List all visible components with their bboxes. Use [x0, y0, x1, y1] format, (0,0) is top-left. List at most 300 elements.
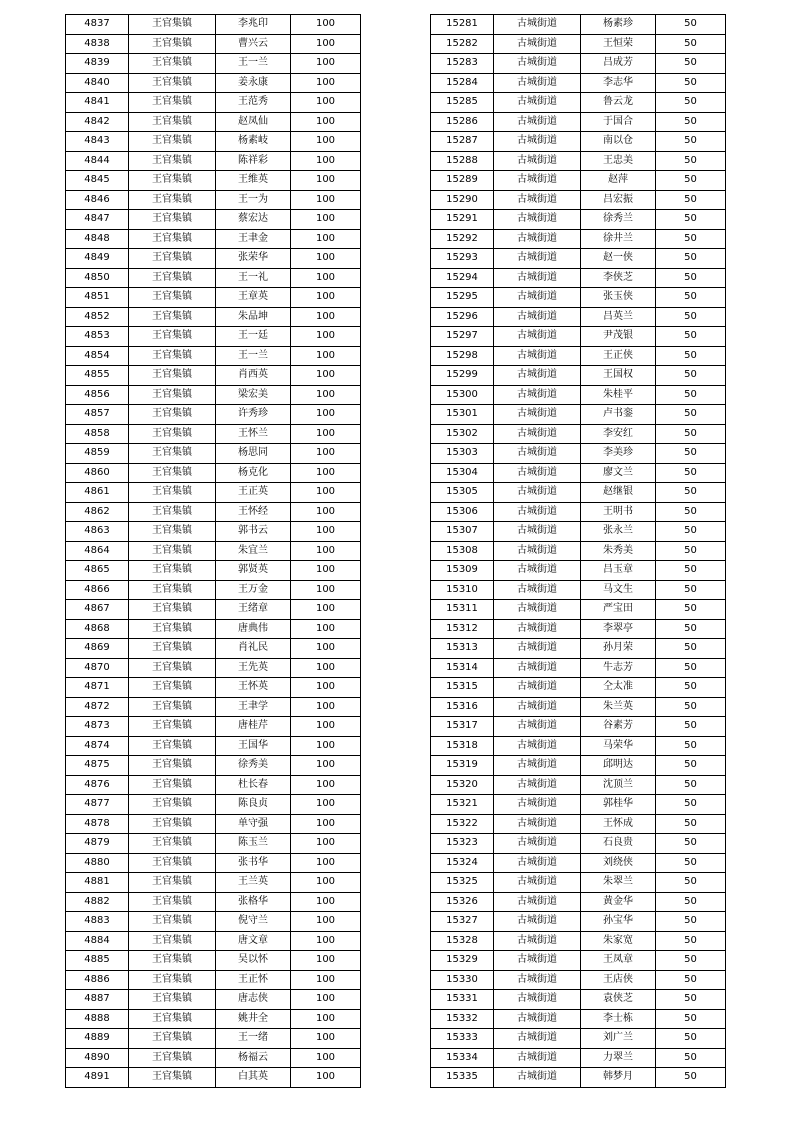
district-cell: 古城街道 [494, 717, 581, 737]
name-cell: 张格华 [216, 892, 291, 912]
amount-cell: 100 [291, 502, 361, 522]
district-cell: 王官集镇 [129, 736, 216, 756]
table-row [66, 444, 361, 464]
table-row [431, 600, 726, 620]
name-cell: 朱宜兰 [216, 541, 291, 561]
table-body [66, 15, 361, 1088]
name-cell: 王恒荣 [581, 34, 656, 54]
amount-cell: 100 [291, 639, 361, 659]
table-row [66, 93, 361, 113]
name-cell: 王正怀 [216, 970, 291, 990]
amount-cell: 50 [656, 853, 726, 873]
amount-cell: 50 [656, 1029, 726, 1049]
table-row [431, 1009, 726, 1029]
amount-cell: 50 [656, 873, 726, 893]
district-cell: 王官集镇 [129, 210, 216, 230]
district-cell: 古城街道 [494, 639, 581, 659]
name-cell: 石良贵 [581, 834, 656, 854]
serial-number-cell: 15327 [431, 912, 494, 932]
serial-number-cell: 15300 [431, 385, 494, 405]
table-row [431, 1029, 726, 1049]
name-cell: 吴以怀 [216, 951, 291, 971]
name-cell: 王国华 [216, 736, 291, 756]
table-row [431, 814, 726, 834]
table-row [66, 424, 361, 444]
district-cell: 王官集镇 [129, 483, 216, 503]
district-cell: 王官集镇 [129, 561, 216, 581]
district-cell: 王官集镇 [129, 541, 216, 561]
table-row [431, 970, 726, 990]
table-row [431, 73, 726, 93]
district-cell: 古城街道 [494, 522, 581, 542]
name-cell: 卢书銮 [581, 405, 656, 425]
amount-cell: 100 [291, 15, 361, 35]
name-cell: 王兰英 [216, 873, 291, 893]
serial-number-cell: 15321 [431, 795, 494, 815]
amount-cell: 50 [656, 678, 726, 698]
amount-cell: 100 [291, 678, 361, 698]
serial-number-cell: 4853 [66, 327, 129, 347]
district-cell: 古城街道 [494, 307, 581, 327]
table-row [431, 405, 726, 425]
name-cell: 朱家宽 [581, 931, 656, 951]
table-row [66, 405, 361, 425]
serial-number-cell: 4842 [66, 112, 129, 132]
amount-cell: 50 [656, 814, 726, 834]
district-cell: 王官集镇 [129, 1068, 216, 1088]
district-cell: 王官集镇 [129, 522, 216, 542]
amount-cell: 50 [656, 34, 726, 54]
amount-cell: 50 [656, 1048, 726, 1068]
serial-number-cell: 15290 [431, 190, 494, 210]
serial-number-cell: 4844 [66, 151, 129, 171]
serial-number-cell: 15284 [431, 73, 494, 93]
district-cell: 古城街道 [494, 112, 581, 132]
table-row [431, 327, 726, 347]
name-cell: 郭书云 [216, 522, 291, 542]
serial-number-cell: 4882 [66, 892, 129, 912]
district-cell: 古城街道 [494, 736, 581, 756]
table-row [431, 151, 726, 171]
amount-cell: 50 [656, 639, 726, 659]
name-cell: 王怀成 [581, 814, 656, 834]
amount-cell: 50 [656, 385, 726, 405]
serial-number-cell: 15301 [431, 405, 494, 425]
serial-number-cell: 4868 [66, 619, 129, 639]
table-row [66, 912, 361, 932]
table-row [431, 541, 726, 561]
table-row [431, 619, 726, 639]
serial-number-cell: 15289 [431, 171, 494, 191]
table-row [431, 756, 726, 776]
amount-cell: 100 [291, 834, 361, 854]
district-cell: 王官集镇 [129, 639, 216, 659]
table-row [431, 385, 726, 405]
district-cell: 古城街道 [494, 775, 581, 795]
table-row [66, 366, 361, 386]
name-cell: 王范秀 [216, 93, 291, 113]
table-row [66, 522, 361, 542]
table-row [66, 951, 361, 971]
serial-number-cell: 4860 [66, 463, 129, 483]
district-cell: 王官集镇 [129, 795, 216, 815]
amount-cell: 100 [291, 717, 361, 737]
name-cell: 杨思同 [216, 444, 291, 464]
amount-cell: 100 [291, 522, 361, 542]
amount-cell: 100 [291, 112, 361, 132]
name-cell: 王正英 [216, 483, 291, 503]
amount-cell: 50 [656, 502, 726, 522]
district-cell: 王官集镇 [129, 366, 216, 386]
name-cell: 王一为 [216, 190, 291, 210]
name-cell: 杨福云 [216, 1048, 291, 1068]
table-row [431, 249, 726, 269]
table-row [431, 268, 726, 288]
district-cell: 王官集镇 [129, 15, 216, 35]
serial-number-cell: 4872 [66, 697, 129, 717]
district-cell: 古城街道 [494, 483, 581, 503]
name-cell: 韩梦月 [581, 1068, 656, 1088]
district-cell: 古城街道 [494, 73, 581, 93]
district-cell: 王官集镇 [129, 385, 216, 405]
table-row [66, 171, 361, 191]
amount-cell: 100 [291, 795, 361, 815]
serial-number-cell: 15312 [431, 619, 494, 639]
name-cell: 王明书 [581, 502, 656, 522]
amount-cell: 100 [291, 1029, 361, 1049]
serial-number-cell: 4891 [66, 1068, 129, 1088]
district-cell: 古城街道 [494, 1029, 581, 1049]
serial-number-cell: 15285 [431, 93, 494, 113]
table-row [66, 502, 361, 522]
table-row [431, 892, 726, 912]
serial-number-cell: 4884 [66, 931, 129, 951]
name-cell: 王怀经 [216, 502, 291, 522]
district-cell: 王官集镇 [129, 775, 216, 795]
serial-number-cell: 15322 [431, 814, 494, 834]
name-cell: 朱品坤 [216, 307, 291, 327]
serial-number-cell: 15334 [431, 1048, 494, 1068]
table-row [66, 814, 361, 834]
serial-number-cell: 4854 [66, 346, 129, 366]
name-cell: 曹兴云 [216, 34, 291, 54]
table-row [66, 775, 361, 795]
table-row [66, 151, 361, 171]
amount-cell: 50 [656, 327, 726, 347]
amount-cell: 100 [291, 483, 361, 503]
name-cell: 吕成芳 [581, 54, 656, 74]
district-cell: 王官集镇 [129, 444, 216, 464]
table-row [66, 483, 361, 503]
name-cell: 徐秀美 [216, 756, 291, 776]
name-cell: 王一廷 [216, 327, 291, 347]
amount-cell: 50 [656, 249, 726, 269]
name-cell: 孙月荣 [581, 639, 656, 659]
amount-cell: 50 [656, 54, 726, 74]
name-cell: 力翠兰 [581, 1048, 656, 1068]
serial-number-cell: 15298 [431, 346, 494, 366]
amount-cell: 100 [291, 873, 361, 893]
serial-number-cell: 4873 [66, 717, 129, 737]
amount-cell: 50 [656, 366, 726, 386]
table-row [66, 15, 361, 35]
district-cell: 古城街道 [494, 951, 581, 971]
table-row [66, 873, 361, 893]
district-cell: 古城街道 [494, 502, 581, 522]
district-cell: 王官集镇 [129, 600, 216, 620]
district-cell: 王官集镇 [129, 678, 216, 698]
serial-number-cell: 4856 [66, 385, 129, 405]
district-cell: 王官集镇 [129, 1029, 216, 1049]
serial-number-cell: 15303 [431, 444, 494, 464]
serial-number-cell: 4847 [66, 210, 129, 230]
district-cell: 王官集镇 [129, 873, 216, 893]
serial-number-cell: 4862 [66, 502, 129, 522]
serial-number-cell: 4837 [66, 15, 129, 35]
serial-number-cell: 15313 [431, 639, 494, 659]
table-row [431, 1048, 726, 1068]
district-cell: 王官集镇 [129, 658, 216, 678]
district-cell: 王官集镇 [129, 1048, 216, 1068]
table-row [431, 639, 726, 659]
table-row [431, 561, 726, 581]
name-cell: 刘广兰 [581, 1029, 656, 1049]
name-cell: 孙宝华 [581, 912, 656, 932]
table-row [431, 990, 726, 1010]
amount-cell: 50 [656, 268, 726, 288]
amount-cell: 100 [291, 405, 361, 425]
serial-number-cell: 4885 [66, 951, 129, 971]
district-cell: 王官集镇 [129, 190, 216, 210]
table-row [431, 1068, 726, 1088]
serial-number-cell: 4848 [66, 229, 129, 249]
district-cell: 古城街道 [494, 600, 581, 620]
district-cell: 古城街道 [494, 463, 581, 483]
district-cell: 王官集镇 [129, 171, 216, 191]
serial-number-cell: 15288 [431, 151, 494, 171]
name-cell: 杜长春 [216, 775, 291, 795]
name-cell: 刘绕侠 [581, 853, 656, 873]
name-cell: 仝太准 [581, 678, 656, 698]
district-cell: 王官集镇 [129, 229, 216, 249]
serial-number-cell: 15311 [431, 600, 494, 620]
table-row [66, 1009, 361, 1029]
name-cell: 王店侠 [581, 970, 656, 990]
amount-cell: 50 [656, 951, 726, 971]
district-cell: 王官集镇 [129, 931, 216, 951]
district-cell: 古城街道 [494, 990, 581, 1010]
district-cell: 古城街道 [494, 249, 581, 269]
amount-cell: 50 [656, 970, 726, 990]
district-cell: 王官集镇 [129, 346, 216, 366]
name-cell: 吕玉章 [581, 561, 656, 581]
district-cell: 古城街道 [494, 346, 581, 366]
district-cell: 古城街道 [494, 658, 581, 678]
serial-number-cell: 15292 [431, 229, 494, 249]
serial-number-cell: 4866 [66, 580, 129, 600]
district-cell: 古城街道 [494, 1068, 581, 1088]
table-row [66, 736, 361, 756]
amount-cell: 100 [291, 210, 361, 230]
amount-cell: 100 [291, 931, 361, 951]
district-cell: 古城街道 [494, 34, 581, 54]
name-cell: 邱明达 [581, 756, 656, 776]
amount-cell: 100 [291, 249, 361, 269]
district-cell: 王官集镇 [129, 424, 216, 444]
district-cell: 古城街道 [494, 834, 581, 854]
district-cell: 古城街道 [494, 619, 581, 639]
name-cell: 王一兰 [216, 346, 291, 366]
table-row [66, 990, 361, 1010]
amount-cell: 100 [291, 346, 361, 366]
serial-number-cell: 4845 [66, 171, 129, 191]
amount-cell: 50 [656, 522, 726, 542]
amount-cell: 50 [656, 229, 726, 249]
amount-cell: 100 [291, 600, 361, 620]
amount-cell: 100 [291, 151, 361, 171]
amount-cell: 50 [656, 73, 726, 93]
district-cell: 王官集镇 [129, 288, 216, 308]
table-row [66, 190, 361, 210]
amount-cell: 50 [656, 619, 726, 639]
table-row [66, 600, 361, 620]
district-cell: 王官集镇 [129, 249, 216, 269]
name-cell: 赵一侠 [581, 249, 656, 269]
district-cell: 古城街道 [494, 697, 581, 717]
name-cell: 李兆印 [216, 15, 291, 35]
district-cell: 王官集镇 [129, 307, 216, 327]
table-row [66, 1048, 361, 1068]
serial-number-cell: 4855 [66, 366, 129, 386]
table-row [66, 717, 361, 737]
table-row [431, 190, 726, 210]
district-cell: 古城街道 [494, 795, 581, 815]
serial-number-cell: 15305 [431, 483, 494, 503]
table-row [431, 717, 726, 737]
serial-number-cell: 15315 [431, 678, 494, 698]
serial-number-cell: 4870 [66, 658, 129, 678]
name-cell: 李翠亭 [581, 619, 656, 639]
serial-number-cell: 4858 [66, 424, 129, 444]
district-cell: 古城街道 [494, 912, 581, 932]
district-cell: 古城街道 [494, 1048, 581, 1068]
table-row [431, 54, 726, 74]
amount-cell: 100 [291, 366, 361, 386]
amount-cell: 100 [291, 756, 361, 776]
district-cell: 古城街道 [494, 327, 581, 347]
amount-cell: 100 [291, 34, 361, 54]
amount-cell: 100 [291, 444, 361, 464]
name-cell: 赵萍 [581, 171, 656, 191]
name-cell: 吕英兰 [581, 307, 656, 327]
district-cell: 王官集镇 [129, 717, 216, 737]
table-row [66, 54, 361, 74]
table-row [431, 853, 726, 873]
table-row [431, 346, 726, 366]
serial-number-cell: 15286 [431, 112, 494, 132]
amount-cell: 50 [656, 1068, 726, 1088]
name-cell: 朱秀美 [581, 541, 656, 561]
name-cell: 赵继银 [581, 483, 656, 503]
serial-number-cell: 15282 [431, 34, 494, 54]
amount-cell: 50 [656, 190, 726, 210]
amount-cell: 100 [291, 424, 361, 444]
amount-cell: 100 [291, 775, 361, 795]
amount-cell: 50 [656, 658, 726, 678]
district-cell: 王官集镇 [129, 405, 216, 425]
name-cell: 王维英 [216, 171, 291, 191]
name-cell: 王一绪 [216, 1029, 291, 1049]
table-row [431, 93, 726, 113]
district-cell: 王官集镇 [129, 912, 216, 932]
table-row [431, 171, 726, 191]
amount-cell: 50 [656, 580, 726, 600]
amount-cell: 50 [656, 990, 726, 1010]
serial-number-cell: 4843 [66, 132, 129, 152]
amount-cell: 50 [656, 931, 726, 951]
serial-number-cell: 4851 [66, 288, 129, 308]
name-cell: 唐桂芹 [216, 717, 291, 737]
table-row [431, 912, 726, 932]
amount-cell: 100 [291, 190, 361, 210]
amount-cell: 100 [291, 171, 361, 191]
name-cell: 廖文兰 [581, 463, 656, 483]
name-cell: 王怀英 [216, 678, 291, 698]
amount-cell: 50 [656, 1009, 726, 1029]
district-cell: 王官集镇 [129, 327, 216, 347]
amount-cell: 50 [656, 775, 726, 795]
serial-number-cell: 15295 [431, 288, 494, 308]
district-cell: 王官集镇 [129, 151, 216, 171]
table-row [66, 229, 361, 249]
table-row [431, 951, 726, 971]
amount-cell: 50 [656, 600, 726, 620]
table-row [431, 873, 726, 893]
serial-number-cell: 15297 [431, 327, 494, 347]
serial-number-cell: 15325 [431, 873, 494, 893]
serial-number-cell: 15302 [431, 424, 494, 444]
name-cell: 徐秀兰 [581, 210, 656, 230]
district-cell: 王官集镇 [129, 54, 216, 74]
district-cell: 古城街道 [494, 132, 581, 152]
table-row [66, 639, 361, 659]
district-cell: 古城街道 [494, 288, 581, 308]
amount-cell: 50 [656, 444, 726, 464]
table-row [66, 619, 361, 639]
table-row [66, 658, 361, 678]
name-cell: 严宝田 [581, 600, 656, 620]
serial-number-cell: 15328 [431, 931, 494, 951]
amount-cell: 50 [656, 424, 726, 444]
district-cell: 王官集镇 [129, 1009, 216, 1029]
district-cell: 王官集镇 [129, 619, 216, 639]
serial-number-cell: 15308 [431, 541, 494, 561]
serial-number-cell: 4876 [66, 775, 129, 795]
name-cell: 王怀兰 [216, 424, 291, 444]
table-row [66, 853, 361, 873]
amount-cell: 50 [656, 307, 726, 327]
roster-table-left [65, 14, 361, 1088]
district-cell: 古城街道 [494, 678, 581, 698]
district-cell: 古城街道 [494, 444, 581, 464]
amount-cell: 100 [291, 990, 361, 1010]
amount-cell: 50 [656, 541, 726, 561]
district-cell: 古城街道 [494, 873, 581, 893]
serial-number-cell: 4874 [66, 736, 129, 756]
name-cell: 王一礼 [216, 268, 291, 288]
district-cell: 古城街道 [494, 931, 581, 951]
amount-cell: 100 [291, 268, 361, 288]
